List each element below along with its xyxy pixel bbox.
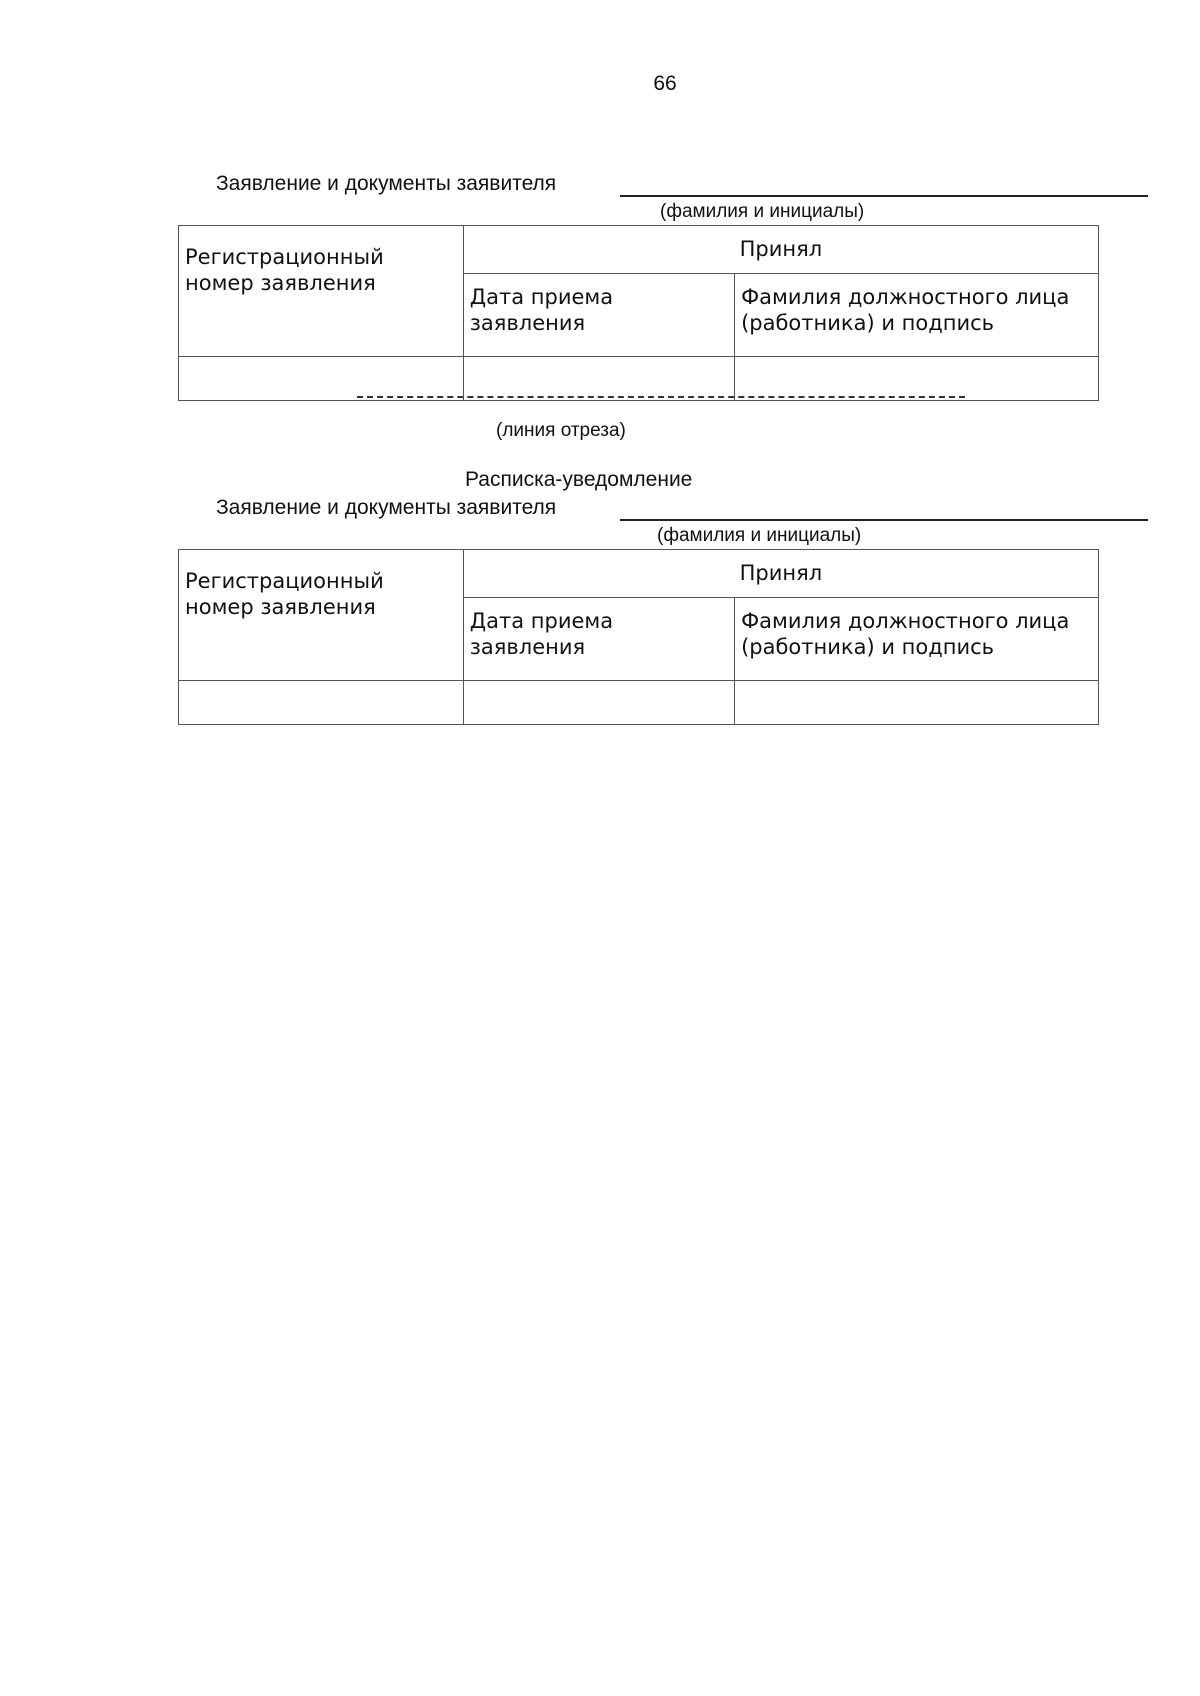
reg-number-header: Регистрационный номер заявления	[179, 550, 464, 681]
date-cell[interactable]	[463, 681, 734, 725]
registration-table	[178, 549, 1099, 725]
date-header: Дата приема заявления	[463, 274, 734, 357]
official-header: Фамилия должностного лица (работника) и подпись	[735, 274, 1099, 357]
name-caption: (фамилия и инициалы)	[657, 525, 862, 546]
official-cell[interactable]	[735, 681, 1099, 725]
date-cell[interactable]	[463, 357, 734, 401]
applicant-name-line[interactable]	[620, 519, 1148, 521]
date-header: Дата приема заявления	[463, 598, 734, 681]
applicant-name-line[interactable]	[620, 195, 1148, 197]
statement-label: Заявление и документы заявителя	[216, 496, 557, 519]
reg-number-header: Регистрационный номер заявления	[179, 226, 464, 357]
official-header: Фамилия должностного лица (работника) и подпись	[735, 598, 1099, 681]
registration-table	[178, 225, 1099, 401]
page-number: 66	[653, 72, 677, 95]
reg-number-cell[interactable]	[179, 681, 464, 725]
official-cell[interactable]	[735, 357, 1099, 401]
cut-line-caption: (линия отреза)	[496, 420, 626, 441]
name-caption: (фамилия и инициалы)	[660, 201, 865, 222]
reg-number-cell[interactable]	[179, 357, 464, 401]
cut-line	[357, 396, 965, 398]
accepted-header: Принял	[463, 226, 1098, 274]
receipt-title: Расписка-уведомление	[465, 468, 693, 491]
accepted-header: Принял	[463, 550, 1098, 598]
statement-label: Заявление и документы заявителя	[216, 172, 557, 195]
